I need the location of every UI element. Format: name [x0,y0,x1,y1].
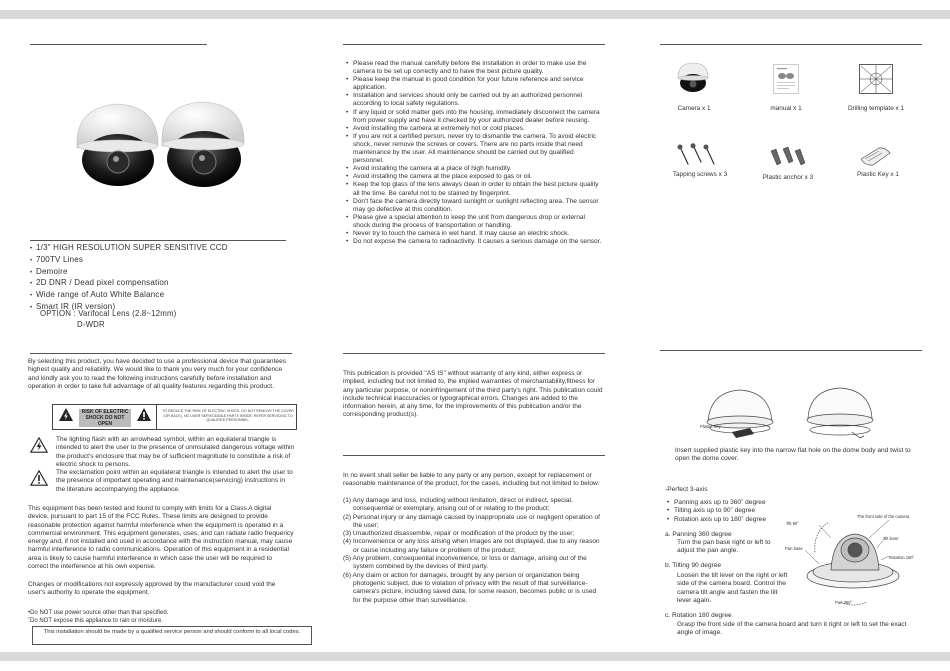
exclamation-icon [137,408,151,422]
step-c-text: Grasp the front side of the camera board and turn it right or left to set the exact angle of image. [677,621,907,637]
dome-opened [807,388,873,438]
liability-item: (2) Personal injury or any damage caused by inappropriate use or negligent operation of the user; [343,513,600,529]
precaution-item: • Do not expose the camera to radioactivity. It causes a serious damage on the sensor. [346,238,604,246]
step-a-text: Turn the pan base right or left to adjust the pan angle. [677,539,771,555]
diagram-label-front: The front side of the camera [857,514,910,519]
precaution-item: • Avoid installing the camera at extremely hot or cold places. [346,125,604,133]
lightning-icon [59,408,73,422]
precautions-list [346,60,604,246]
liability-item: (4) Inconvenience or any loss arising when images are not displayed, due to any reason or cause including any failure or problem of the product; [343,538,600,554]
feature-list [30,243,228,314]
package-item-label: Plastic anchor x 3 [762,174,814,181]
section-rule-package [660,44,922,45]
feature-item: • 2D DNR / Dead pixel compensation [30,278,169,288]
liability-item: (3) Unauthorized disassemble, repair or modification of the product by the user; [343,530,575,538]
precaution-item: • Please keep the manual in good condition for your future reference and service application. [346,76,604,92]
fcc-text: This equipment has been tested and found to comply with limits for a Class A digital device, pursuant to part 15 of the FCC Rules. These limits are designed to provide reasonable protection against harmful interference when the equipment is operated in a commercial environment. This equipment generates, uses, and can radiate radio frequency energy and, if not installed and used in accordance with the instruction manual, may cause harmful interference to radio communications. Operation of this equipment in a residential area is likely to cause harmful interference in which case the user will be required to correct the interference at his own expense. [28,505,294,571]
precaution-item: • Keep the top glass of the lens always clean in order to obtain the best picture quality all the time. Be careful not to be stained by fingerprint. [346,181,604,197]
intro-text: By selecting this product, you have decided to use a professional device that guarantees highest quality and reliability. We would like to thank you very much for your confidence and kindly ask you to read the following instructions carefully before installation and operation in order to take full advantage of all quality features regarding this product. [28,358,287,390]
step-c-title: c. Rotation 180 degree [665,612,732,619]
exclamation-triangle-icon [30,470,48,486]
option-block [40,309,176,330]
camera-thumb-icon [676,62,710,92]
axis-item: • Tilting axis up to 90˚ degree [667,507,797,515]
section-rule-precautions [343,44,605,45]
plastic-key-label: Plastic Key [700,424,721,429]
section-rule-installation [660,350,922,351]
top-band [0,10,950,19]
feature-item: • Demoire [30,266,68,276]
precaution-item: • Don't face the camera directly toward sunlight or sunlight reflecting area. The sensor may go defective at this condition. [346,198,604,214]
package-item-label: Plastic Key x 1 [857,171,899,178]
option-line: D-WDR [77,319,105,329]
liability-item: (1) Any damage and loss, including without limitation, direct or indirect, special, consequential or exemplary, arising out of or relating to the product; [343,497,573,513]
power-note: •Do NOT use power source other than that specified. [28,610,169,616]
liability-list [343,497,605,605]
section-rule-intro [30,353,292,354]
warning-box-text: TO REDUCE THE RISK OF ELECTRIC SHOCK, DO NOT REMOVE THE COVER (OR BACK). NO USER SERVICEABLE PARTS INSIDE. REFER SERVICING TO QUALIFIED PERSONNEL. [162,409,294,423]
lightning-triangle-icon [30,437,48,453]
warning-box-label: RISK OF ELECTRIC SHOCK DO NOT OPEN [53,405,157,429]
manual-icon [773,64,799,94]
axis-title: -Perfect 3-axis [665,486,708,493]
axis-list [667,499,797,524]
warning-box [52,404,297,430]
plastic-key-icon [859,145,893,167]
diagram-label-tilt-lever: Tilt lever [883,536,899,541]
dome-open-diagram [700,388,880,444]
key-insert [732,428,754,438]
package-item-label: Tapping screws x 3 [672,171,728,178]
precaution-item: • Please give a special attention to keep the unit from dangerous drop or external shock during the process of transportation or handling. [346,214,604,230]
install-note: This installation should be made by a qualified service person and should conform to all local codes. [32,626,312,645]
plastic-anchor-icon [769,146,809,168]
package-item-label: Drilling template x 1 [847,105,905,112]
disclaimer-text: This publication is provided "AS IS" without warranty of any kind, either express or implied, including but not limited to, the implied warranties of merchantability,fitness for any particular purpose, or noninfringement of the third party's right. This publication could include technical inaccuracies or typographical errors. Changes are added to the information herein, at any time, for the improvements of this publication and/or the corresponding product(s). [343,370,603,419]
precaution-item: • If you are not a certified person, never try to dismantle the camera. To avoid electric shock, never remove the screws or covers. There are no parts inside that need maintenance by the user. All maintenance should be carried out by qualified personnel. [346,133,604,165]
camera-left [77,104,158,186]
step-b-title: b. Tilting 90 degree [665,562,722,569]
diagram-label-tilt: Tilt 90˚ [786,521,799,526]
feature-item: • Wide range of Auto White Balance [30,290,165,300]
package-item-label: Camera x 1 [677,105,711,112]
section-rule-liability [343,455,605,456]
section-rule-features [30,240,286,241]
precaution-item: • If any liquid or solid matter gets into the housing, immediately disconnect the camera from power supply and have it checked by your authorized dealer before reusing. [346,109,604,125]
liability-intro: In no event shall seller be liable to any party or any person, except for replacement or reasonable maintenance of the product, for the cases, including but not limited to below: [343,472,600,488]
diagram-label-pan-base: Pan base [785,546,803,551]
axis-diagram [785,512,920,612]
precaution-item: • Please read the manual carefully before the installation in order to make use the camera to be set up correctly and to have the best picture quality. [346,60,604,76]
precaution-item: • Installation and services should only be carried out by an authorized personnel according to local safety regulations. [346,92,604,108]
diagram-label-rotation: Rotation 180˚ [889,555,915,560]
precaution-item: • Avoid installing the camera at a place of high humidity. [346,165,604,173]
drilling-template-icon [859,64,893,94]
feature-item: • Smart IR (IR version) [30,301,116,311]
liability-item: (5) Any problem, consequential inconvenience, or loss or damage, arising out of the system combined by the devices of third party. [343,555,587,571]
dome-camera-photo [72,102,252,197]
precaution-item: • Avoid installing the camera at the place exposed to gas or oil. [346,173,604,181]
exclamation-text: The exclamation point within an equilateral triangle is intended to alert the user to the presence of important operating and maintenance(servicing) instructions in the literature accompanying the appliance. [56,469,293,493]
changes-text: Changes or modifications not expressly approved by the manufacturer could void the user's authority to operate the equipment. [28,581,276,597]
lightning-text: The lighting flash with an arrowhead symbol, within an equilateral triangle is intended to alert the user to the presence of unmsulated dangerous voltage within the product's enclosure that may be of sufficient magnitude to constitute a risk of electric shock to persons. [56,436,295,468]
feature-item: • 1/3" HIGH RESOLUTION SUPER SENSITIVE CCD [30,243,228,252]
moisture-note: ˚Do NOT expose this appliance to rain or moisture. [28,618,163,624]
precaution-item: • Never try to touch the camera in wet hand. It may cause an electric shock. [346,230,604,238]
step-a-title: a. Panning 360 degree [665,531,732,538]
liability-item: (6) Any claim or action for damages, brought by any person or organization being photogenic subject, due to violation of privacy with the result of that surveillance-camera's picture, including saved data, for some reason, becomes public or is used for the purpose other than surveillance. [343,571,597,604]
axis-item: • Panning axis up to 360˚ degree [667,499,797,507]
bottom-band [0,652,950,661]
feature-item: • 700TV Lines [30,254,84,264]
diagram-label-pan: Pan 360˚ [835,600,852,605]
tapping-screws-icon [677,144,721,166]
section-rule-disclaimer [343,353,605,354]
dome-open-text: Insert supplied plastic key into the narrow flat hole on the dome body and twist to open the dome cover. [675,447,911,463]
axis-item: • Rotation axis up to 180˚ degree [667,516,797,524]
option-line: OPTION : Varifocal Lens (2.8~12mm) [40,309,177,318]
step-b-text: Loosen the tilt lever on the right or left side of the camera board. Control the camera tilt angle and fasten the tilt lever again. [677,572,788,604]
section-rule-title [30,44,207,45]
camera-right [162,102,244,187]
package-item-label: manual x 1 [770,105,802,112]
